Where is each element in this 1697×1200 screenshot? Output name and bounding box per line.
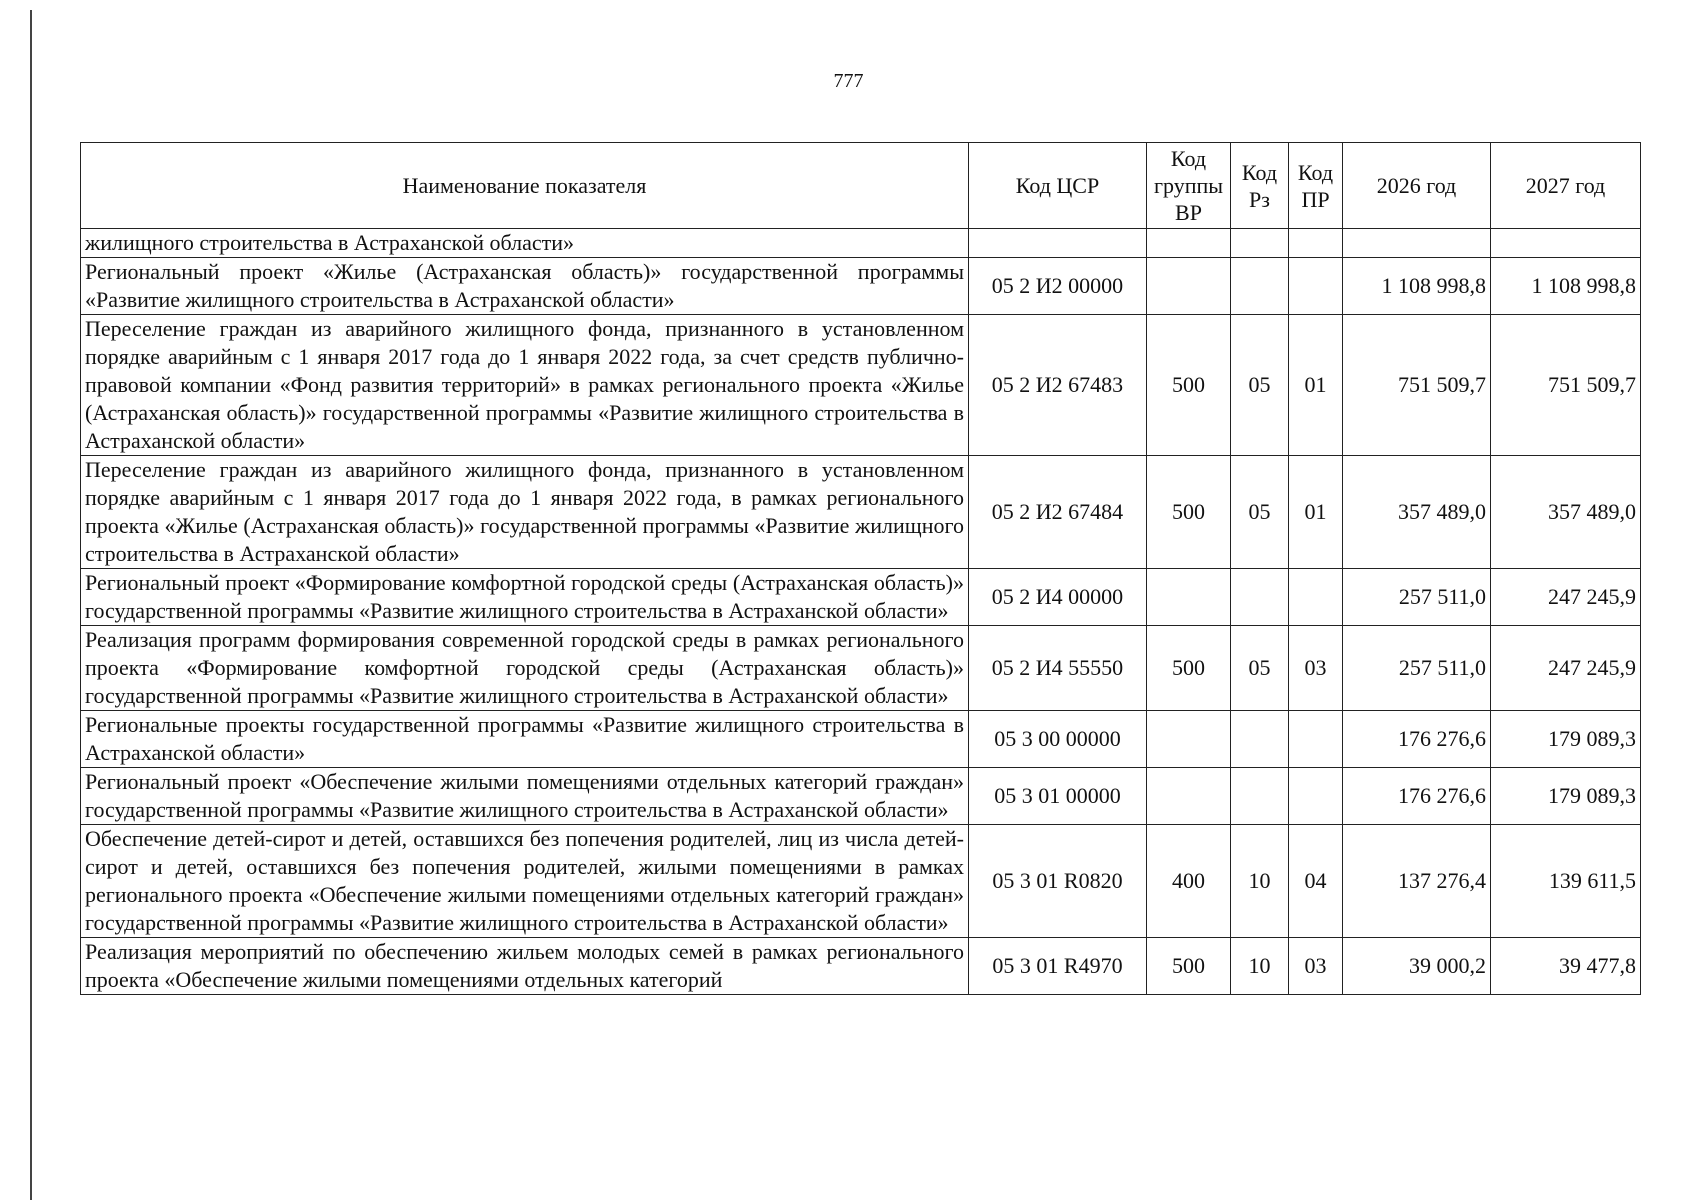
cell-vr: 500 — [1147, 456, 1231, 569]
table-row — [81, 825, 1641, 938]
cell-vr: 500 — [1147, 315, 1231, 456]
cell-rz: 10 — [1231, 825, 1289, 938]
cell-pr — [1289, 768, 1343, 825]
table-row — [81, 258, 1641, 315]
cell-vr — [1147, 569, 1231, 626]
cell-csr: 05 3 01 00000 — [969, 768, 1147, 825]
cell-y2026: 176 276,6 — [1343, 768, 1491, 825]
header-name: Наименование показателя — [81, 143, 969, 229]
table-row — [81, 315, 1641, 456]
cell-rz: 05 — [1231, 315, 1289, 456]
cell-y2027: 247 245,9 — [1491, 626, 1641, 711]
cell-pr — [1289, 229, 1343, 258]
cell-name: жилищного строительства в Астраханской области» — [81, 229, 969, 258]
cell-y2026: 39 000,2 — [1343, 938, 1491, 995]
cell-rz: 05 — [1231, 626, 1289, 711]
cell-pr — [1289, 711, 1343, 768]
cell-pr — [1289, 258, 1343, 315]
cell-name: Обеспечение детей-сирот и детей, оставшихся без попечения родителей, лиц из числа детей-сирот и детей, оставшихся без попечения родителей, жилыми помещениями в рамках регионального проекта «Обеспечение жилыми помещениями отдельных категорий граждан» государственной программы «Развитие жилищного строительства в Астраханской области» — [81, 825, 969, 938]
cell-pr: 01 — [1289, 315, 1343, 456]
cell-rz — [1231, 768, 1289, 825]
cell-csr: 05 2 И2 00000 — [969, 258, 1147, 315]
cell-csr: 05 3 01 R0820 — [969, 825, 1147, 938]
header-2027: 2027 год — [1491, 143, 1641, 229]
cell-name: Реализация мероприятий по обеспечению жильем молодых семей в рамках регионального проекта «Обеспечение жилыми помещениями отдельных категорий — [81, 938, 969, 995]
cell-y2026: 257 511,0 — [1343, 569, 1491, 626]
cell-csr: 05 2 И4 55550 — [969, 626, 1147, 711]
cell-rz — [1231, 229, 1289, 258]
cell-vr — [1147, 768, 1231, 825]
cell-rz — [1231, 569, 1289, 626]
cell-name: Региональные проекты государственной программы «Развитие жилищного строительства в Астраханской области» — [81, 711, 969, 768]
table-row — [81, 456, 1641, 569]
cell-csr: 05 3 00 00000 — [969, 711, 1147, 768]
cell-y2027: 247 245,9 — [1491, 569, 1641, 626]
table-body — [81, 229, 1641, 995]
cell-y2026: 257 511,0 — [1343, 626, 1491, 711]
cell-rz — [1231, 711, 1289, 768]
cell-y2027: 39 477,8 — [1491, 938, 1641, 995]
cell-name: Переселение граждан из аварийного жилищного фонда, признанного в установленном порядке аварийным с 1 января 2017 года до 1 января 2022 года, в рамках регионального проекта «Жилье (Астраханская область)» государственной программы «Развитие жилищного строительства в Астраханской области» — [81, 456, 969, 569]
cell-rz: 05 — [1231, 456, 1289, 569]
cell-rz — [1231, 258, 1289, 315]
cell-name: Реализация программ формирования современной городской среды в рамках регионального проекта «Формирование комфортной городской среды (Астраханская область)» государственной программы «Развитие жилищного строительства в Астраханской области» — [81, 626, 969, 711]
cell-vr — [1147, 711, 1231, 768]
cell-y2027: 139 611,5 — [1491, 825, 1641, 938]
table-row — [81, 768, 1641, 825]
cell-csr: 05 2 И2 67483 — [969, 315, 1147, 456]
cell-y2027: 751 509,7 — [1491, 315, 1641, 456]
cell-y2027: 179 089,3 — [1491, 768, 1641, 825]
cell-pr: 01 — [1289, 456, 1343, 569]
header-pr: Код ПР — [1289, 143, 1343, 229]
cell-vr: 500 — [1147, 626, 1231, 711]
table-row — [81, 711, 1641, 768]
cell-csr: 05 2 И2 67484 — [969, 456, 1147, 569]
cell-csr: 05 2 И4 00000 — [969, 569, 1147, 626]
cell-vr — [1147, 229, 1231, 258]
cell-name: Переселение граждан из аварийного жилищного фонда, признанного в установленном порядке аварийным с 1 января 2017 года до 1 января 2022 года, за счет средств публично-правовой компании «Фонд развития территорий» в рамках регионального проекта «Жилье (Астраханская область)» государственной программы «Развитие жилищного строительства в Астраханской области» — [81, 315, 969, 456]
cell-y2027: 357 489,0 — [1491, 456, 1641, 569]
cell-name: Региональный проект «Жилье (Астраханская область)» государственной программы «Развитие жилищного строительства в Астраханской области» — [81, 258, 969, 315]
binding-line — [30, 10, 32, 1200]
cell-pr: 03 — [1289, 938, 1343, 995]
header-csr: Код ЦСР — [969, 143, 1147, 229]
cell-csr — [969, 229, 1147, 258]
cell-pr: 04 — [1289, 825, 1343, 938]
table-row — [81, 229, 1641, 258]
cell-csr: 05 3 01 R4970 — [969, 938, 1147, 995]
table-row — [81, 938, 1641, 995]
cell-y2026 — [1343, 229, 1491, 258]
cell-rz: 10 — [1231, 938, 1289, 995]
cell-pr: 03 — [1289, 626, 1343, 711]
cell-pr — [1289, 569, 1343, 626]
cell-y2026: 1 108 998,8 — [1343, 258, 1491, 315]
header-vr: Код группы ВР — [1147, 143, 1231, 229]
table-row — [81, 626, 1641, 711]
table-row — [81, 569, 1641, 626]
cell-name: Региональный проект «Формирование комфортной городской среды (Астраханская область)» государственной программы «Развитие жилищного строительства в Астраханской области» — [81, 569, 969, 626]
cell-vr: 400 — [1147, 825, 1231, 938]
header-2026: 2026 год — [1343, 143, 1491, 229]
budget-table — [80, 142, 1641, 995]
cell-y2026: 357 489,0 — [1343, 456, 1491, 569]
cell-y2027 — [1491, 229, 1641, 258]
header-rz: Код Рз — [1231, 143, 1289, 229]
page-number: 777 — [833, 70, 864, 92]
cell-y2026: 176 276,6 — [1343, 711, 1491, 768]
cell-name: Региональный проект «Обеспечение жилыми помещениями отдельных категорий граждан» государственной программы «Развитие жилищного строительства в Астраханской области» — [81, 768, 969, 825]
cell-vr: 500 — [1147, 938, 1231, 995]
table-header-row — [81, 143, 1641, 229]
cell-y2027: 1 108 998,8 — [1491, 258, 1641, 315]
cell-y2027: 179 089,3 — [1491, 711, 1641, 768]
cell-y2026: 751 509,7 — [1343, 315, 1491, 456]
cell-vr — [1147, 258, 1231, 315]
cell-y2026: 137 276,4 — [1343, 825, 1491, 938]
